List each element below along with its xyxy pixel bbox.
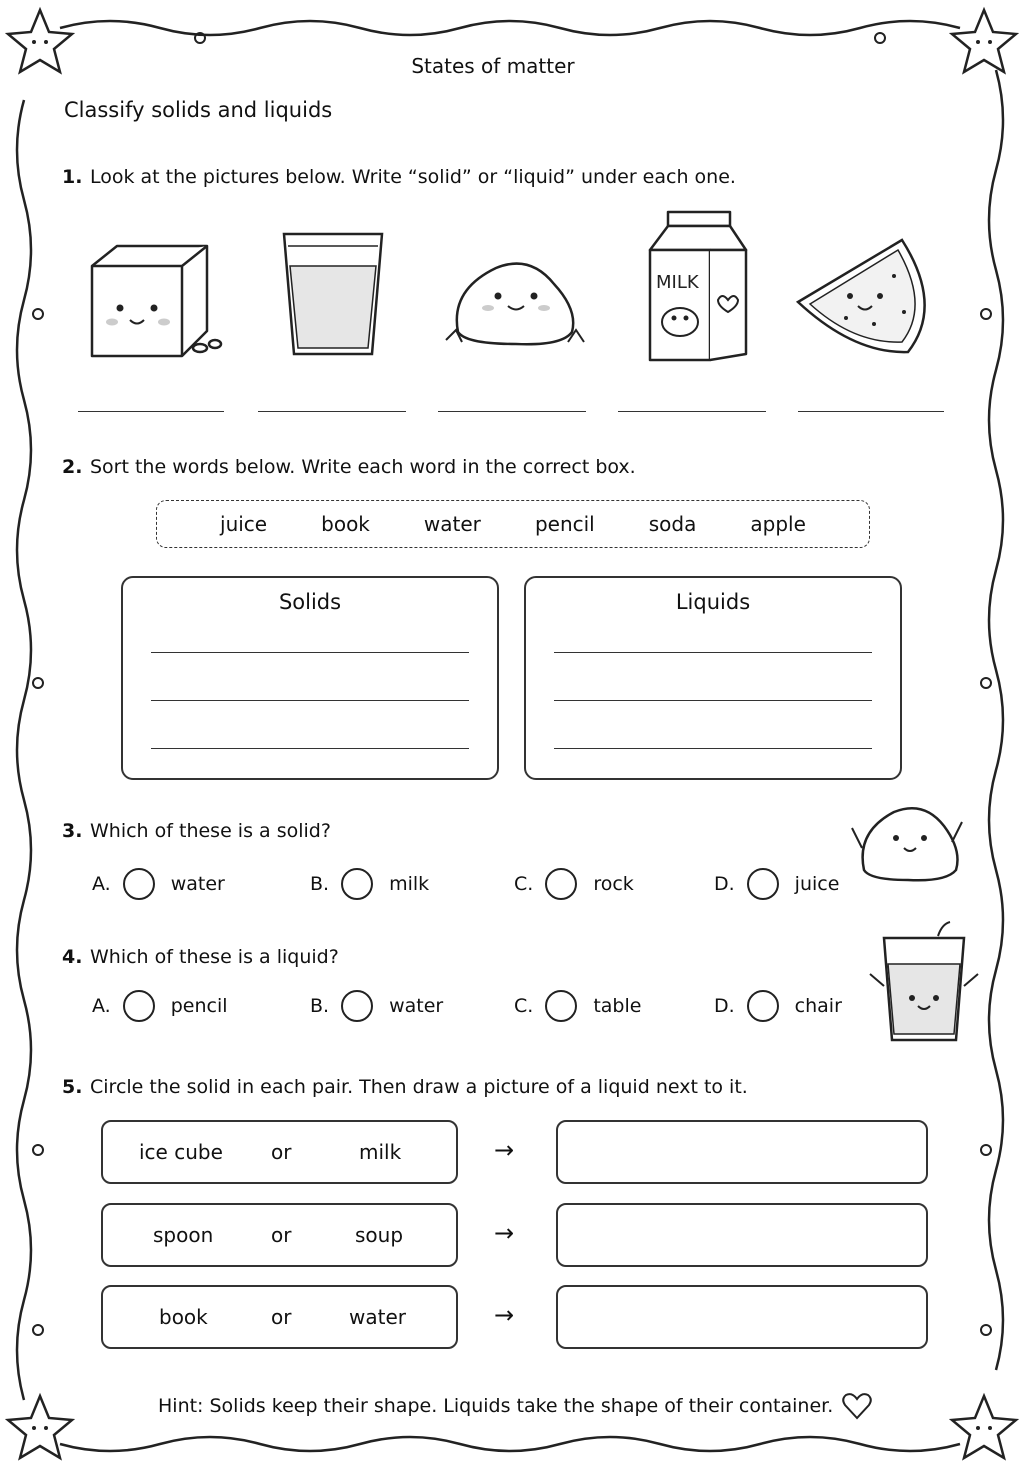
answer-line[interactable] — [798, 411, 944, 412]
ice-cube-icon — [82, 236, 228, 362]
answer-line[interactable] — [618, 411, 766, 412]
pair-or: or — [271, 1140, 292, 1164]
arrow-icon: → — [494, 1219, 515, 1247]
drawing-box[interactable] — [556, 1120, 928, 1184]
rock-mascot-icon — [848, 798, 966, 884]
question-text: Sort the words below. Write each word in the correct box. — [90, 456, 636, 478]
option-text: rock — [593, 873, 634, 895]
pair-or: or — [271, 1223, 292, 1247]
drawing-box[interactable] — [556, 1285, 928, 1349]
word-bank-item: book — [321, 512, 370, 536]
option-a[interactable] — [92, 990, 228, 1022]
answer-circle[interactable] — [545, 868, 577, 900]
page-title: States of matter — [411, 54, 575, 78]
pair-option-left[interactable]: spoon — [153, 1223, 214, 1247]
hint-text: Hint: Solids keep their shape. Liquids take the shape of their container. — [158, 1395, 834, 1417]
answer-circle[interactable] — [123, 868, 155, 900]
option-text: water — [170, 873, 225, 895]
pair-box[interactable] — [101, 1203, 458, 1267]
milk-carton-icon — [646, 208, 750, 364]
hint — [158, 1392, 873, 1420]
solids-heading: Solids — [278, 590, 342, 614]
heart-icon — [841, 1392, 873, 1420]
liquids-box[interactable] — [524, 576, 902, 780]
answer-circle[interactable] — [341, 868, 373, 900]
question-5 — [62, 1076, 748, 1098]
word-bank — [156, 500, 870, 548]
word-bank-item: apple — [750, 512, 806, 536]
answer-circle[interactable] — [747, 990, 779, 1022]
option-c[interactable] — [514, 868, 634, 900]
pair-box[interactable] — [101, 1285, 458, 1349]
question-text: Look at the pictures below. Write “solid” or “liquid” under each one. — [90, 166, 736, 188]
question-number: 2. — [62, 456, 83, 478]
rock-icon — [442, 250, 590, 350]
option-d[interactable] — [714, 990, 842, 1022]
writing-line[interactable] — [151, 652, 469, 653]
option-letter: D. — [714, 873, 735, 895]
glass-mascot-icon — [866, 918, 982, 1044]
answer-circle[interactable] — [747, 868, 779, 900]
option-d[interactable] — [714, 868, 839, 900]
page-subtitle: Classify solids and liquids — [64, 98, 333, 122]
word-bank-item: pencil — [534, 512, 595, 536]
writing-line[interactable] — [554, 652, 872, 653]
liquids-heading: Liquids — [675, 590, 751, 614]
option-text: table — [593, 995, 642, 1017]
writing-line[interactable] — [554, 700, 872, 701]
drawing-box[interactable] — [556, 1203, 928, 1267]
writing-line[interactable] — [151, 748, 469, 749]
watermelon-slice-icon — [794, 236, 934, 356]
pair-or: or — [271, 1305, 292, 1329]
pair-option-left[interactable]: book — [159, 1305, 208, 1329]
question-4 — [62, 946, 339, 968]
question-number: 1. — [62, 166, 83, 188]
pair-option-left[interactable]: ice cube — [139, 1140, 223, 1164]
option-a[interactable] — [92, 868, 225, 900]
option-text: pencil — [170, 995, 228, 1017]
option-letter: D. — [714, 995, 735, 1017]
option-c[interactable] — [514, 990, 641, 1022]
pair-option-right[interactable]: water — [349, 1305, 406, 1329]
answer-circle[interactable] — [341, 990, 373, 1022]
option-letter: B. — [310, 873, 330, 895]
option-letter: C. — [514, 995, 534, 1017]
option-letter: A. — [92, 995, 111, 1017]
question-number: 3. — [62, 820, 83, 842]
question-2 — [62, 456, 636, 478]
solids-box[interactable] — [121, 576, 499, 780]
question-text: Which of these is a solid? — [90, 820, 331, 842]
pair-box[interactable] — [101, 1120, 458, 1184]
question-text: Which of these is a liquid? — [90, 946, 339, 968]
word-bank-item: juice — [220, 512, 268, 536]
option-letter: C. — [514, 873, 534, 895]
arrow-icon: → — [494, 1136, 515, 1164]
word-bank-item: soda — [648, 512, 697, 536]
option-text: chair — [794, 995, 842, 1017]
writing-line[interactable] — [554, 748, 872, 749]
option-b[interactable] — [310, 990, 443, 1022]
word-bank-item: water — [423, 512, 481, 536]
pair-option-right[interactable]: soup — [355, 1223, 404, 1247]
option-text: water — [389, 995, 444, 1017]
arrow-icon: → — [494, 1301, 515, 1329]
option-letter: A. — [92, 873, 111, 895]
question-3 — [62, 820, 331, 842]
question-1 — [62, 166, 736, 188]
question-number: 4. — [62, 946, 83, 968]
question-text: Circle the solid in each pair. Then draw a picture of a liquid next to it. — [90, 1076, 748, 1098]
question-number: 5. — [62, 1076, 83, 1098]
option-text: milk — [389, 873, 430, 895]
answer-line[interactable] — [258, 411, 406, 412]
glass-of-water-icon — [278, 228, 388, 362]
option-b[interactable] — [310, 868, 429, 900]
pair-option-right[interactable]: milk — [359, 1140, 402, 1164]
answer-line[interactable] — [78, 411, 224, 412]
writing-line[interactable] — [151, 700, 469, 701]
answer-circle[interactable] — [123, 990, 155, 1022]
milk-label: MILK — [656, 272, 699, 293]
answer-circle[interactable] — [545, 990, 577, 1022]
option-letter: B. — [310, 995, 330, 1017]
answer-line[interactable] — [438, 411, 586, 412]
option-text: juice — [794, 873, 840, 895]
